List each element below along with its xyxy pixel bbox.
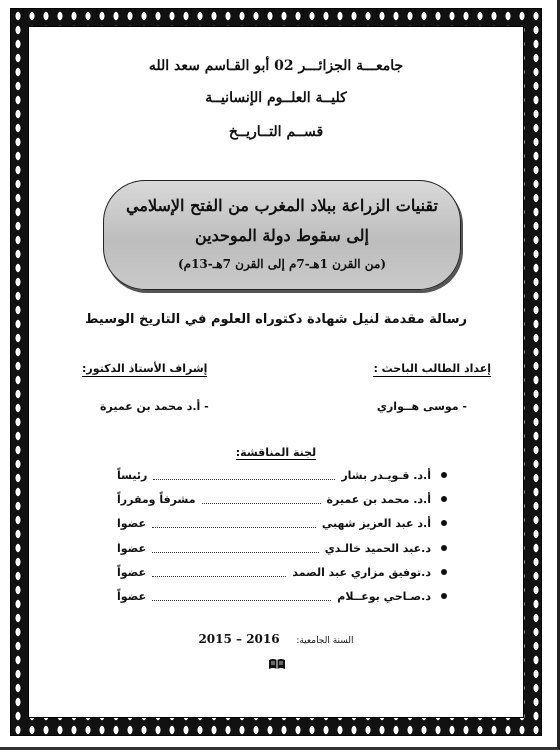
dotted-leader xyxy=(152,592,331,601)
jury-member-role: عضواً xyxy=(117,565,147,579)
dotted-leader xyxy=(153,471,335,480)
thesis-title-line-2: إلى سقوط دولة الموحدين xyxy=(195,226,369,245)
faculty-name: كليــة العلــوم الإنسانيــة xyxy=(205,90,347,106)
jury-member xyxy=(117,466,447,484)
dotted-leader xyxy=(202,495,321,504)
dotted-leader xyxy=(152,544,319,553)
bullet-icon xyxy=(441,593,447,599)
jury-member-name: أ.د عبد العزيز شهبي xyxy=(321,516,431,530)
academic-year-label: السنة الجامعية: xyxy=(296,636,354,646)
jury-member-role: عضواً xyxy=(117,589,147,603)
academic-year xyxy=(28,632,524,646)
jury-member-role: مشرفاً ومقرراً xyxy=(117,492,196,506)
thesis-title-period: (من القرن 1هـ-7م إلى القرن 7هـ-13م) xyxy=(177,257,387,271)
jury-member-role: عضوا xyxy=(117,516,147,530)
department-name: قســم التــاريــخ xyxy=(228,124,324,140)
supervisor-name: - أ.د محمد بن عميرة xyxy=(100,400,209,413)
thesis-title-box xyxy=(103,180,461,290)
thesis-title-line-1: تقنيات الزراعة ببلاد المغرب من الفتح الإسلامي xyxy=(126,196,438,215)
bullet-icon xyxy=(441,569,447,575)
thesis-subtitle: رسالة مقدمة لنيل شهادة دكتوراه العلوم في التاريخ الوسيط xyxy=(84,312,468,327)
jury-member-name: د.توفيق مزاري عبد الصمد xyxy=(292,565,431,579)
prepared-by-label: إعداد الطالب الباحث : xyxy=(373,362,491,375)
dotted-leader xyxy=(152,568,286,577)
university-name: جامعـــة الجزائـــر 02 أبو القـاسم سعد الله xyxy=(148,58,404,74)
bullet-icon xyxy=(441,496,447,502)
jury-member xyxy=(117,490,447,508)
jury-member-name: أ.د. قـويـدر بشار xyxy=(341,468,431,482)
bullet-icon xyxy=(441,520,447,526)
jury-member-name: د.عبد الحميد خالـدي xyxy=(324,541,431,555)
jury-member-name: د.صـاحي بوعــلام xyxy=(337,589,431,603)
jury-member xyxy=(117,563,447,581)
bullet-icon xyxy=(441,545,447,551)
jury-member xyxy=(117,539,447,557)
jury-member xyxy=(117,514,447,532)
jury-member-name: أ.د. محمد بن عميرة xyxy=(326,492,431,506)
academic-year-value: 2016 – 2015 xyxy=(198,632,280,646)
supervisor-label: إشراف الأستاذ الدكتور: xyxy=(82,362,208,375)
bullet-icon xyxy=(441,472,447,478)
dotted-leader xyxy=(152,519,316,528)
jury-member-role: رئيساً xyxy=(117,468,148,482)
open-book-icon xyxy=(268,658,286,670)
jury-member xyxy=(117,587,447,605)
jury-label-text: لجنة المناقشة: xyxy=(235,446,317,459)
jury-label xyxy=(28,446,524,459)
jury-member-role: عضوا xyxy=(117,541,147,555)
student-name: - موسى هــواري xyxy=(376,400,467,413)
